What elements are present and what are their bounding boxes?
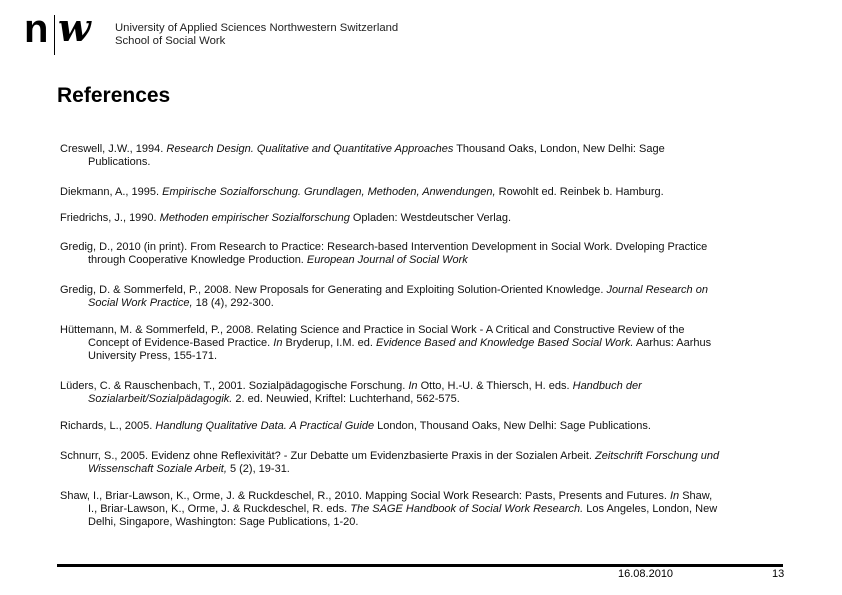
reference-title: Research Design. Qualitative and Quantitative Approaches — [166, 143, 454, 155]
reference-text: Gredig, D. & Sommerfeld, P., 2008. New Proposals for Generating and Exploiting Solution-Oriented Knowledge. — [60, 284, 607, 296]
logo-n: n — [24, 7, 49, 51]
reference-text: Delhi, Singapore, Washington: Sage Publications, 1-20. — [88, 516, 359, 528]
reference-text: University Press, 155-171. — [88, 350, 217, 362]
footer-divider — [57, 564, 783, 567]
reference-title: The SAGE Handbook of Social Work Research. — [350, 503, 584, 515]
reference-title: Journal Research on — [606, 284, 708, 296]
reference-text: Gredig, D., 2010 (in print). From Research to Practice: Research-based Intervention Development in Social Work. Dveloping Practice — [60, 241, 708, 253]
reference-entry — [60, 420, 651, 433]
reference-title: Social Work Practice, — [88, 297, 193, 309]
institution-line2: School of Social Work — [115, 35, 226, 47]
reference-text: I., Briar-Lawson, K., Orme, J. & Ruckdeschel, R. eds. — [88, 503, 351, 515]
reference-text: Shaw, — [679, 490, 713, 502]
reference-entry — [60, 450, 719, 476]
reference-text: Schnurr, S., 2005. Evidenz ohne Reflexivität? - Zur Debatte um Evidenzbasierte Praxis in der Sozialen Arbeit. — [60, 450, 595, 462]
reference-title: Methoden empirischer Sozialforschung — [159, 212, 350, 224]
reference-text: Aarhus: Aarhus — [633, 337, 712, 349]
reference-text: Shaw, I., Briar-Lawson, K., Orme, J. & Ruckdeschel, R., 2010. Mapping Social Work Research: Pasts, Presents and Futures. — [60, 490, 670, 502]
reference-text: Rowohlt ed. Reinbek b. Hamburg. — [495, 186, 664, 198]
reference-text: 18 (4), 292-300. — [192, 297, 274, 309]
reference-title: Wissenschaft Soziale Arbeit, — [88, 463, 227, 475]
reference-entry — [60, 186, 664, 199]
footer-date: 16.08.2010 — [618, 568, 674, 580]
reference-title: Evidence Based and Knowledge Based Social Work. — [376, 337, 634, 349]
reference-entry — [60, 324, 711, 363]
reference-title: In — [273, 337, 283, 349]
reference-title: In — [669, 490, 680, 502]
reference-text: Los Angeles, London, New — [583, 503, 718, 515]
reference-text: Concept of Evidence-Based Practice. — [88, 337, 274, 349]
reference-text: Diekmann, A., 1995. — [60, 186, 163, 198]
institution-line1: University of Applied Sciences Northwestern Switzerland — [115, 22, 399, 34]
reference-title: European Journal of Social Work — [306, 254, 468, 266]
reference-text: Publications. — [88, 156, 151, 168]
page-number: 13 — [772, 568, 785, 580]
reference-text: Friedrichs, J., 1990. — [60, 212, 160, 224]
reference-text: Opladen: Westdeutscher Verlag. — [349, 212, 512, 224]
reference-title: Zeitschrift Forschung und — [595, 450, 720, 462]
reference-text: 5 (2), 19-31. — [226, 463, 290, 475]
reference-title: In — [408, 380, 418, 392]
institution-name — [115, 22, 398, 48]
reference-text: Lüders, C. & Rauschenbach, T., 2001. Sozialpädagogische Forschung. — [60, 380, 409, 392]
reference-title: Handbuch der — [572, 380, 642, 392]
logo-w: w — [58, 5, 91, 50]
reference-title: Handlung Qualitative Data. A Practical Guide — [155, 420, 375, 432]
reference-entry — [60, 284, 708, 310]
reference-text: Hüttemann, M. & Sommerfeld, P., 2008. Relating Science and Practice in Social Work - A Critical and Constructive Review of the — [60, 324, 685, 336]
reference-text: through Cooperative Knowledge Production. — [88, 254, 307, 266]
reference-entry — [60, 212, 511, 225]
reference-title: Sozialarbeit/Sozialpädagogik. — [88, 393, 233, 405]
reference-text: Otto, H.-U. & Thiersch, H. eds. — [417, 380, 573, 392]
reference-text: Bryderup, I.M. ed. — [282, 337, 376, 349]
reference-entry — [60, 380, 642, 406]
logo-divider — [54, 15, 55, 55]
reference-text: Thousand Oaks, London, New Delhi: Sage — [453, 143, 665, 155]
slide-title: References — [57, 84, 171, 107]
reference-text: Creswell, J.W., 1994. — [60, 143, 167, 155]
reference-text: Richards, L., 2005. — [60, 420, 156, 432]
reference-title: Empirische Sozialforschung. Grundlagen, Methoden, Anwendungen, — [162, 186, 496, 198]
reference-text: London, Thousand Oaks, New Delhi: Sage Publications. — [374, 420, 651, 432]
reference-entry — [60, 490, 717, 529]
reference-text: 2. ed. Neuwied, Kriftel: Luchterhand, 562-575. — [232, 393, 460, 405]
reference-entry — [60, 241, 707, 267]
reference-entry — [60, 143, 665, 169]
